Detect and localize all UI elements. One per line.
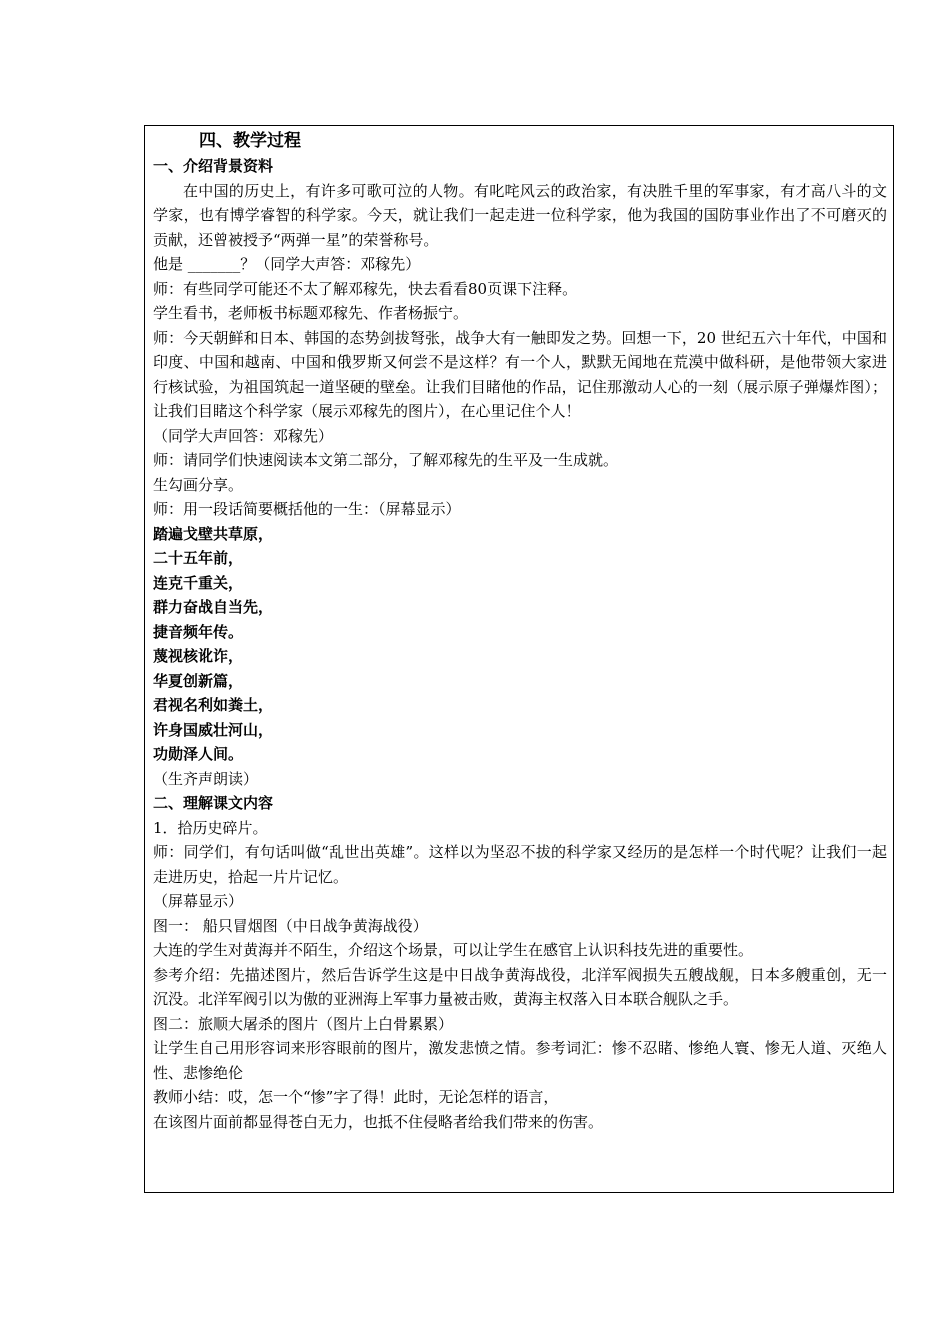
text-line: 学生看书，老师板书标题邓稼先、作者杨振宁。 xyxy=(153,304,469,322)
text-line: 师：今天朝鲜和日本、韩国的态势剑拔弩张，战争大有一触即发之势。回想一下，20 世纪五六十年代，中国和印度、中国和越南、中国和俄罗斯又何尝不是这样？有一个人，默默无闻地在荒漠中做科研，是他带领大家进行核试验，为祖国筑起一道坚硬的壁垒。让我们目睹他的作品，记住那激动人心的一刻（展示原子弹爆炸图）；让我们目睹这个科学家（展示邓稼先的图片），在心里记住个人！ xyxy=(153,328,887,420)
text-line: 师：有些同学可能还不太了解邓稼先，快去看看80页课下注释。 xyxy=(153,279,578,298)
section-title: 四、教学过程 xyxy=(199,131,301,151)
text-line: 图二：旅顺大屠杀的图片（图片上白骨累累） xyxy=(153,1014,454,1033)
text-line: 图一： 船只冒烟图（中日战争黄海战役） xyxy=(153,916,428,935)
lesson-content xyxy=(153,128,887,1134)
text-line: 他是 _______？（同学大声答：邓稼先） xyxy=(153,255,421,273)
heading-line: 蔑视核讹诈， xyxy=(153,647,244,665)
heading-line: 君视名利如粪土， xyxy=(153,696,274,714)
text-line: 教师小结：哎，怎一个“惨”字了得！此时，无论怎样的语言， xyxy=(153,1088,559,1106)
heading-line: 二十五年前， xyxy=(153,549,244,567)
text-line: 在该图片面前都显得苍白无力，也抵不住侵略者给我们带来的伤害。 xyxy=(153,1112,604,1131)
heading-line: 连克千重关， xyxy=(153,573,244,592)
text-line: 参考介绍：先描述图片，然后告诉学生这是中日战争黄海战役，北洋军阀损失五艘战舰，日本多艘重创，无一沉没。北洋军阀引以为傲的亚洲海上军事力量被击败，黄海主权落入日本联合舰队之手。 xyxy=(153,965,887,1008)
text-line: 师：请同学们快速阅读本文第二部分，了解邓稼先的生平及一生成就。 xyxy=(153,451,619,469)
text-line: 在中国的历史上，有许多可歌可泣的人物。有叱咤风云的政治家，有决胜千里的军事家，有才高八斗的文学家，也有博学睿智的科学家。今天，就让我们一起走进一位科学家，他为我国的国防事业作出了不可磨灭的贡献，还曾被授予“两弹一星”的荣誉称号。 xyxy=(153,181,887,249)
text-line: （生齐声朗读） xyxy=(153,769,259,788)
heading-line: 华夏创新篇， xyxy=(153,671,244,690)
heading-line: 功勋泽人间。 xyxy=(153,745,244,763)
heading-line: 许身国威壮河山， xyxy=(153,720,274,739)
text-line: （同学大声回答：邓稼先） xyxy=(153,426,334,445)
lesson-table-cell xyxy=(144,125,894,1193)
heading-line: 二、理解课文内容 xyxy=(153,794,274,812)
text-line: 让学生自己用形容词来形容眼前的图片，激发悲愤之情。参考词汇：惨不忍睹、惨绝人寰、惨无人道、灭绝人性、悲惨绝伦 xyxy=(153,1039,887,1082)
heading-line: 捷音频年传。 xyxy=(153,622,244,641)
text-line: 1．拾历史碎片。 xyxy=(153,818,268,837)
text-line: （屏幕显示） xyxy=(153,892,244,910)
text-line: 大连的学生对黄海并不陌生，介绍这个场景，可以让学生在感官上认识科技先进的重要性。 xyxy=(153,941,754,959)
text-line: 生勾画分享。 xyxy=(153,475,244,494)
heading-line: 群力奋战自当先， xyxy=(153,598,274,616)
text-line: 师：同学们，有句话叫做“乱世出英雄”。这样以为坚忍不拔的科学家又经历的是怎样一个时代呢？让我们一起走进历史，拾起一片片记忆。 xyxy=(153,843,887,886)
heading-line: 一、介绍背景资料 xyxy=(153,157,274,175)
text-line: 师：用一段话简要概括他的一生：（屏幕显示） xyxy=(153,500,461,518)
heading-line: 踏遍戈壁共草原， xyxy=(153,524,274,543)
